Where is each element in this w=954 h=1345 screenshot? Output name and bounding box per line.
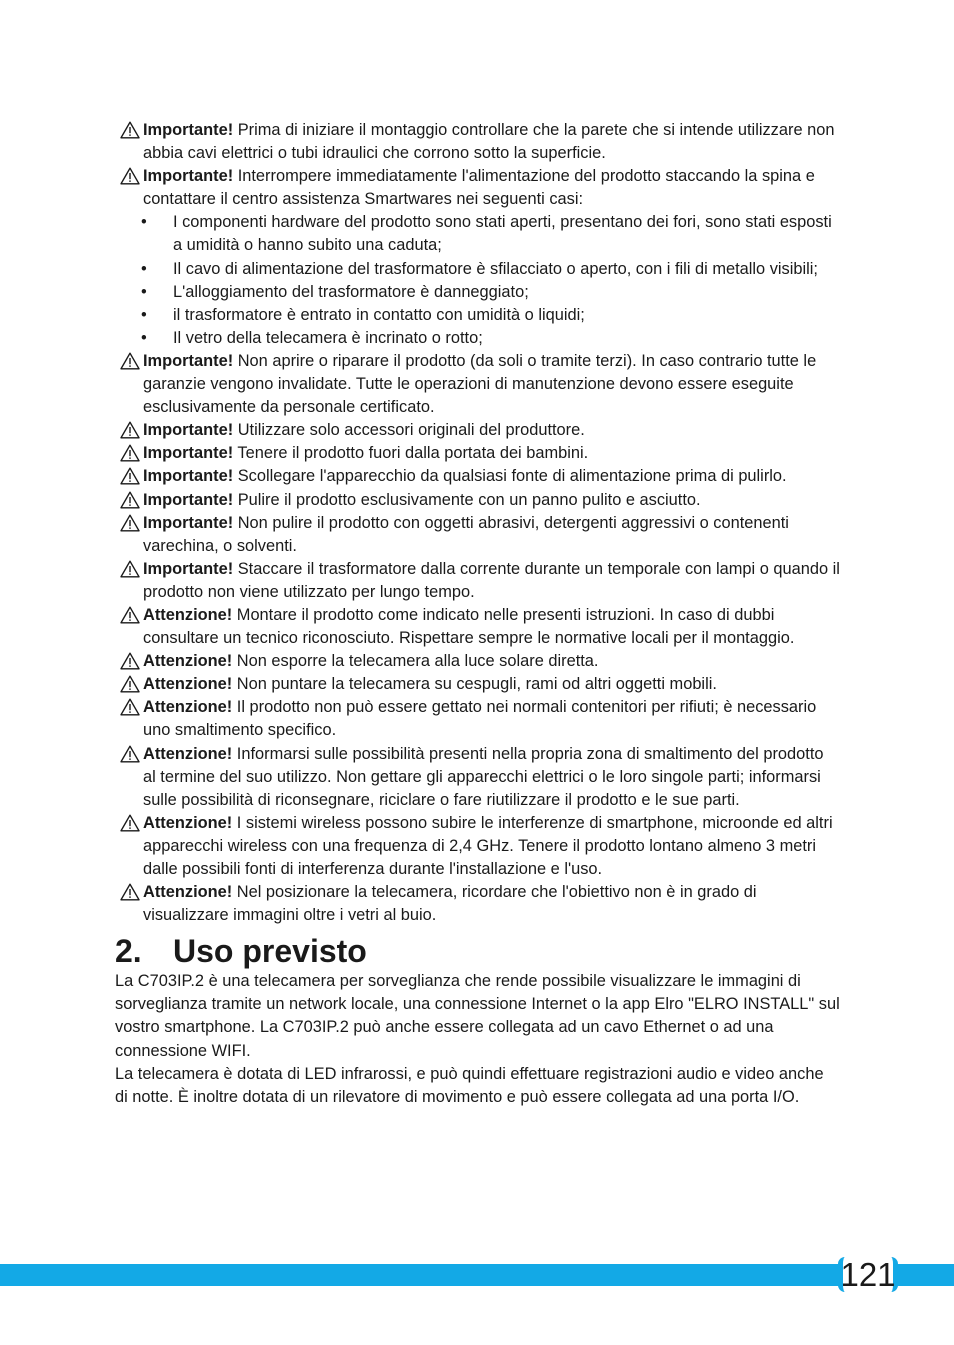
warning-item [115,696,840,742]
warning-text: Montare il prodotto come indicato nelle presenti istruzioni. In caso di dubbi consultare un tecnico riconosciuto. Rispettare sempre le normative locali per il montaggio. [143,605,795,648]
warning-item [115,489,840,512]
warning-keyword: Importante! [143,559,234,578]
warning-triangle-icon [120,745,140,763]
warning-triangle-icon [120,352,140,370]
warning-keyword: Importante! [143,444,234,463]
warning-text: Utilizzare solo accessori originali del produttore. [233,421,585,440]
warning-item [115,465,840,488]
warning-item [115,350,840,419]
warning-keyword: Importante! [143,490,234,509]
warning-text: Tenere il prodotto fuori dalla portata dei bambini. [233,444,589,463]
warning-triangle-icon [120,606,140,624]
warning-item [115,165,840,211]
bullet-marker: • [141,213,147,232]
list-item [141,211,840,257]
warning-item [115,812,840,881]
section-body [115,970,840,1109]
warning-text: I sistemi wireless possono subire le interferenze di smartphone, microonde ed altri apparecchi wireless con una frequenza di 2,4 GHz. Tenere il prodotto lontano almeno 3 metri dalle possibili fonti di interferenza durante l'installazione e l'uso. [143,813,833,878]
warning-item [115,743,840,812]
list-item [141,281,840,304]
bullet-marker: • [141,259,147,278]
section-paragraph: La telecamera è dotata di LED infrarossi, e può quindi effettuare registrazioni audio e video anche di notte. È inoltre dotata di un rilevatore di movimento e può essere collegata ad una porta I/O. [115,1064,824,1106]
page-content [115,119,840,1109]
warning-keyword: Attenzione! [143,675,233,694]
warning-triangle-icon [120,652,140,670]
warning-item [115,881,840,927]
warning-item [115,558,840,604]
warning-triangle-icon [120,444,140,462]
warning-keyword: Attenzione! [143,605,233,624]
bullet-list [115,211,840,350]
warning-keyword: Importante! [143,121,234,139]
warning-triangle-icon [120,421,140,439]
footer-bar [0,1264,954,1286]
warning-item [115,119,840,165]
warning-triangle-icon [120,491,140,509]
warning-triangle-icon [120,883,140,901]
list-item [141,258,840,281]
list-item [141,327,840,350]
warning-keyword: Attenzione! [143,652,233,671]
warning-text: Informarsi sulle possibilità presenti nella propria zona di smaltimento del prodotto al termine del suo utilizzo. Non gettare gli apparecchi elettrici o le loro singole parti; informarsi sulle possibilità di riconsegnare, riciclare o fare riutilizzare il prodotto e le sue parti. [143,744,824,809]
warning-keyword: Attenzione! [143,744,233,763]
warning-text: Prima di iniziare il montaggio controllare che la parete che si intende utilizzare non abbia cavi elettrici o tubi idraulici che corrono sotto la superficie. [143,121,835,163]
warning-keyword: Importante! [143,167,234,186]
warning-triangle-icon [120,675,140,693]
warning-keyword: Importante! [143,513,234,532]
warning-text: Staccare il trasformatore dalla corrente durante un temporale con lampi o quando il prodotto non viene utilizzato per lungo tempo. [143,559,840,601]
section-heading [115,932,840,970]
list-item-text: Il vetro della telecamera è incrinato o rotto; [173,328,483,347]
warning-keyword: Attenzione! [143,813,233,832]
warning-keyword: Importante! [143,351,234,370]
warning-text: Non puntare la telecamera su cespugli, rami od altri oggetti mobili. [232,675,717,694]
bullet-marker: • [141,305,147,324]
section-title: Uso previsto [173,933,367,970]
warning-text: Nel posizionare la telecamera, ricordare che l'obiettivo non è in grado di visualizzare immagini oltre i vetri al buio. [143,883,757,925]
warning-triangle-icon [120,560,140,578]
warning-triangle-icon [120,167,140,185]
warning-item [115,419,840,442]
warning-text: Pulire il prodotto esclusivamente con un panno pulito e asciutto. [233,490,701,509]
list-item-text: il trasformatore è entrato in contatto con umidità o liquidi; [173,305,585,324]
list-item-text: L'alloggiamento del trasformatore è danneggiato; [173,282,529,301]
warning-text: Interrompere immediatamente l'alimentazione del prodotto staccando la spina e contattare il centro assistenza Smartwares nei seguenti casi: [143,167,815,209]
warning-keyword: Attenzione! [143,883,233,902]
warning-item [115,604,840,650]
section-number: 2. [115,933,142,970]
warning-text: Non esporre la telecamera alla luce solare diretta. [232,652,599,671]
warning-triangle-icon [120,698,140,716]
warning-keyword: Attenzione! [143,698,233,717]
list-item [141,304,840,327]
warning-item [115,512,840,558]
bullet-marker: • [141,282,147,301]
warning-triangle-icon [120,514,140,532]
warning-text: Non aprire o riparare il prodotto (da soli o tramite terzi). In caso contrario tutte le garanzie vengono invalidate. Tutte le operazioni di manutenzione devono essere eseguite esclusivamente da personale certificato. [143,351,817,417]
section-paragraph: La C703IP.2 è una telecamera per sorveglianza che rende possibile visualizzare le immagini di sorveglianza tramite un network locale, una connessione Internet o la app Elro "ELRO INSTALL" sul vostro smartphone. La C703IP.2 può anche essere collegata ad un cavo Ethernet o ad una connessione WIFI. [115,972,840,1060]
warning-triangle-icon [120,467,140,485]
warning-triangle-icon [120,814,140,832]
bullet-marker: • [141,328,147,347]
warning-keyword: Importante! [143,467,234,486]
warnings-top [115,119,840,211]
warnings-bottom [115,350,840,927]
warning-text: Non pulire il prodotto con oggetti abrasivi, detergenti aggressivi o contenenti varechina, o solventi. [143,513,789,555]
warning-item [115,442,840,465]
list-item-text: I componenti hardware del prodotto sono stati aperti, presentano dei fori, sono stati esposti a umidità o hanno subito una caduta; [173,213,832,255]
warning-triangle-icon [120,121,140,139]
warning-text: Il prodotto non può essere gettato nei normali contenitori per rifiuti; è necessario uno smaltimento specifico. [143,698,817,740]
warning-item [115,650,840,673]
list-item-text: Il cavo di alimentazione del trasformatore è sfilacciato o aperto, con i fili di metallo visibili; [173,259,818,278]
warning-text: Scollegare l'apparecchio da qualsiasi fonte di alimentazione prima di pulirlo. [233,467,787,486]
warning-keyword: Importante! [143,421,234,440]
page-number: 121 [838,1257,898,1292]
warning-item [115,673,840,696]
